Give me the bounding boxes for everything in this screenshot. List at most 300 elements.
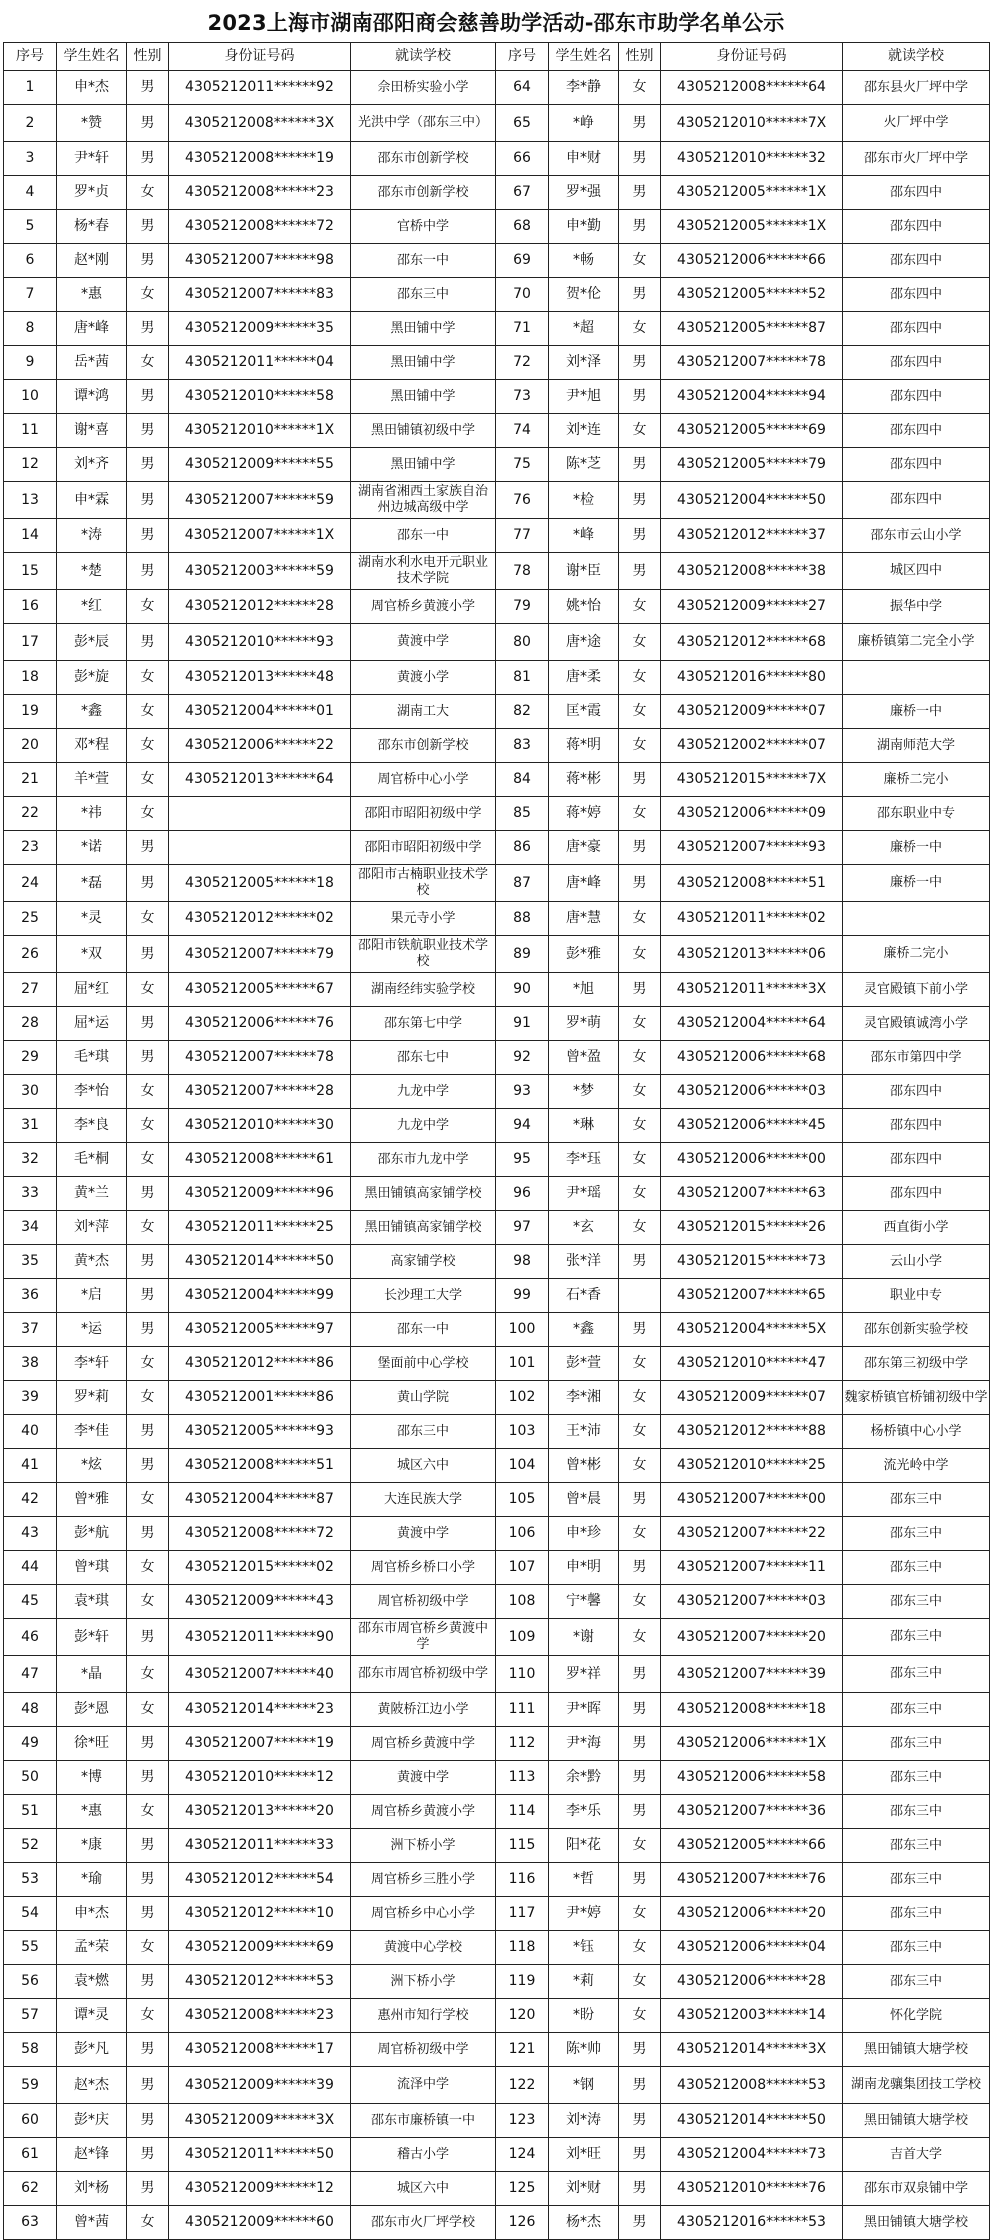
cell-gender: 女	[127, 661, 169, 695]
cell-school: 周官桥乡黄渡小学	[351, 1795, 496, 1829]
cell-gender: 女	[127, 1693, 169, 1727]
cell-id-number-2: 4305212005******69	[661, 414, 843, 448]
cell-id-number: 4305212006******22	[169, 729, 351, 763]
cell-student-name: 邓*程	[57, 729, 127, 763]
cell-id-number: 4305212007******59	[169, 482, 351, 519]
table-row	[4, 1449, 990, 1483]
cell-id-number: 4305212009******69	[169, 1931, 351, 1965]
cell-student-name-2: 尹*海	[549, 1727, 619, 1761]
cell-gender-2: 女	[619, 71, 661, 105]
cell-school-2: 湖南龙骧集团技工学校	[843, 2067, 990, 2104]
cell-index-2: 76	[496, 482, 549, 519]
cell-index: 56	[4, 1965, 57, 1999]
cell-index-2: 113	[496, 1761, 549, 1795]
cell-id-number: 4305212001******86	[169, 1381, 351, 1415]
cell-school: 黄渡小学	[351, 661, 496, 695]
cell-school-2: 邵东职业中专	[843, 797, 990, 831]
table-row	[4, 1177, 990, 1211]
cell-school: 邵东七中	[351, 1041, 496, 1075]
table-row	[4, 1143, 990, 1177]
cell-student-name-2: 陈*帅	[549, 2033, 619, 2067]
table-row	[4, 1075, 990, 1109]
cell-id-number-2: 4305212006******09	[661, 797, 843, 831]
table-row	[4, 2033, 990, 2067]
cell-id-number: 4305212011******50	[169, 2138, 351, 2172]
cell-index-2: 95	[496, 1143, 549, 1177]
cell-index-2: 78	[496, 553, 549, 590]
cell-student-name: 孟*荣	[57, 1931, 127, 1965]
cell-id-number-2: 4305212005******1X	[661, 210, 843, 244]
cell-gender-2: 女	[619, 661, 661, 695]
cell-id-number: 4305212012******53	[169, 1965, 351, 1999]
cell-gender-2: 女	[619, 1931, 661, 1965]
cell-gender: 男	[127, 2067, 169, 2104]
cell-id-number: 4305212010******1X	[169, 414, 351, 448]
cell-gender-2: 男	[619, 1245, 661, 1279]
cell-student-name-2: 匡*霞	[549, 695, 619, 729]
cell-school-2: 邵东市云山小学	[843, 519, 990, 553]
cell-school: 邵东市周官桥初级中学	[351, 1656, 496, 1693]
cell-student-name-2: 申*财	[549, 142, 619, 176]
cell-student-name: *祎	[57, 797, 127, 831]
cell-index-2: 83	[496, 729, 549, 763]
cell-index: 16	[4, 590, 57, 624]
cell-gender-2: 男	[619, 763, 661, 797]
cell-index: 23	[4, 831, 57, 865]
cell-index-2: 94	[496, 1109, 549, 1143]
cell-id-number-2: 4305212008******64	[661, 71, 843, 105]
cell-gender: 男	[127, 71, 169, 105]
cell-gender: 女	[127, 278, 169, 312]
cell-index: 40	[4, 1415, 57, 1449]
cell-school: 长沙理工大学	[351, 1279, 496, 1313]
cell-gender-2: 女	[619, 1965, 661, 1999]
cell-school: 大连民族大学	[351, 1483, 496, 1517]
cell-id-number: 4305212010******30	[169, 1109, 351, 1143]
cell-index: 60	[4, 2104, 57, 2138]
cell-student-name: 申*霖	[57, 482, 127, 519]
cell-school-2: 邵东三中	[843, 1483, 990, 1517]
cell-index-2: 65	[496, 105, 549, 142]
cell-id-number: 4305212009******35	[169, 312, 351, 346]
cell-school-2: 邵东四中	[843, 278, 990, 312]
cell-school-2: 邵东市双泉铺中学	[843, 2172, 990, 2206]
cell-id-number-2: 4305212010******25	[661, 1449, 843, 1483]
cell-id-number: 4305212007******28	[169, 1075, 351, 1109]
cell-index: 48	[4, 1693, 57, 1727]
cell-id-number-2: 4305212012******88	[661, 1415, 843, 1449]
cell-school-2: 黑田铺镇大塘学校	[843, 2033, 990, 2067]
cell-index-2: 105	[496, 1483, 549, 1517]
cell-school-2	[843, 902, 990, 936]
cell-student-name-2: *谢	[549, 1619, 619, 1656]
cell-school: 邵东一中	[351, 519, 496, 553]
cell-gender: 男	[127, 1965, 169, 1999]
cell-gender: 女	[127, 1656, 169, 1693]
cell-id-number-2: 4305212010******47	[661, 1347, 843, 1381]
cell-id-number-2: 4305212004******94	[661, 380, 843, 414]
cell-id-number	[169, 831, 351, 865]
cell-index: 33	[4, 1177, 57, 1211]
table-row	[4, 624, 990, 661]
cell-student-name-2: *旭	[549, 973, 619, 1007]
cell-student-name: *涛	[57, 519, 127, 553]
table-row	[4, 1863, 990, 1897]
cell-id-number: 4305212008******72	[169, 210, 351, 244]
cell-student-name: 彭*轩	[57, 1619, 127, 1656]
cell-id-number-2: 4305212004******64	[661, 1007, 843, 1041]
cell-id-number-2: 4305212007******03	[661, 1585, 843, 1619]
cell-gender-2: 女	[619, 1381, 661, 1415]
cell-index: 51	[4, 1795, 57, 1829]
cell-index: 38	[4, 1347, 57, 1381]
cell-gender: 男	[127, 448, 169, 482]
cell-gender: 女	[127, 1075, 169, 1109]
cell-school: 邵东三中	[351, 1415, 496, 1449]
cell-gender-2: 男	[619, 1795, 661, 1829]
cell-gender: 女	[127, 763, 169, 797]
cell-id-number-2: 4305212007******76	[661, 1863, 843, 1897]
cell-index: 58	[4, 2033, 57, 2067]
cell-school-2: 邵东三中	[843, 1829, 990, 1863]
cell-student-name: 李*良	[57, 1109, 127, 1143]
table-row	[4, 1965, 990, 1999]
cell-id-number-2: 4305212015******26	[661, 1211, 843, 1245]
cell-school: 光洪中学（邵东三中）	[351, 105, 496, 142]
table-row	[4, 1211, 990, 1245]
cell-id-number-2: 4305212015******7X	[661, 763, 843, 797]
cell-id-number: 4305212009******43	[169, 1585, 351, 1619]
cell-school-2: 邵东三中	[843, 1727, 990, 1761]
cell-index: 29	[4, 1041, 57, 1075]
cell-student-name-2: 刘*旺	[549, 2138, 619, 2172]
cell-id-number: 4305212010******58	[169, 380, 351, 414]
cell-student-name-2: 阳*花	[549, 1829, 619, 1863]
cell-gender-2: 女	[619, 1143, 661, 1177]
cell-school: 邵东市创新学校	[351, 729, 496, 763]
cell-index-2: 79	[496, 590, 549, 624]
cell-id-number-2: 4305212009******07	[661, 1381, 843, 1415]
cell-id-number-2: 4305212005******79	[661, 448, 843, 482]
cell-id-number: 4305212009******60	[169, 2206, 351, 2240]
cell-index: 49	[4, 1727, 57, 1761]
cell-school-2: 廉桥一中	[843, 865, 990, 902]
cell-school-2: 邵东三中	[843, 1931, 990, 1965]
table-row	[4, 973, 990, 1007]
cell-index-2: 110	[496, 1656, 549, 1693]
cell-id-number-2: 4305212010******76	[661, 2172, 843, 2206]
cell-gender: 女	[127, 176, 169, 210]
cell-school: 湖南工大	[351, 695, 496, 729]
cell-gender-2: 男	[619, 1656, 661, 1693]
cell-student-name: 申*杰	[57, 71, 127, 105]
cell-index: 8	[4, 312, 57, 346]
col-header-id-2: 身份证号码	[661, 43, 843, 71]
cell-student-name: 彭*旋	[57, 661, 127, 695]
cell-student-name: *炫	[57, 1449, 127, 1483]
student-list-table	[3, 42, 990, 2240]
table-row	[4, 176, 990, 210]
cell-id-number-2: 4305212006******04	[661, 1931, 843, 1965]
cell-student-name: *惠	[57, 278, 127, 312]
table-row	[4, 312, 990, 346]
cell-gender: 男	[127, 1177, 169, 1211]
cell-index-2: 86	[496, 831, 549, 865]
col-header-index: 序号	[4, 43, 57, 71]
cell-student-name: 罗*贞	[57, 176, 127, 210]
table-row	[4, 865, 990, 902]
cell-gender: 男	[127, 936, 169, 973]
cell-index-2: 114	[496, 1795, 549, 1829]
cell-index-2: 98	[496, 1245, 549, 1279]
cell-gender: 男	[127, 1313, 169, 1347]
cell-student-name-2: 蒋*明	[549, 729, 619, 763]
cell-id-number: 4305212007******98	[169, 244, 351, 278]
cell-student-name: 彭*航	[57, 1517, 127, 1551]
cell-gender: 男	[127, 1619, 169, 1656]
cell-id-number-2: 4305212007******65	[661, 1279, 843, 1313]
cell-school: 邵东第七中学	[351, 1007, 496, 1041]
cell-id-number-2: 4305212006******00	[661, 1143, 843, 1177]
cell-gender-2: 男	[619, 380, 661, 414]
cell-school: 稽古小学	[351, 2138, 496, 2172]
cell-id-number-2: 4305212006******1X	[661, 1727, 843, 1761]
cell-id-number: 4305212009******12	[169, 2172, 351, 2206]
cell-school-2: 邵东三中	[843, 1863, 990, 1897]
cell-gender: 男	[127, 2172, 169, 2206]
cell-student-name-2: 杨*杰	[549, 2206, 619, 2240]
cell-school: 周官桥乡三胜小学	[351, 1863, 496, 1897]
cell-id-number: 4305212012******10	[169, 1897, 351, 1931]
cell-school: 邵阳市古楠职业技术学校	[351, 865, 496, 902]
cell-index-2: 70	[496, 278, 549, 312]
cell-school: 邵东市周官桥乡黄渡中学	[351, 1619, 496, 1656]
cell-student-name-2: *峥	[549, 105, 619, 142]
cell-id-number: 4305212013******64	[169, 763, 351, 797]
cell-student-name-2: 罗*祥	[549, 1656, 619, 1693]
cell-gender: 女	[127, 1211, 169, 1245]
cell-index-2: 121	[496, 2033, 549, 2067]
cell-gender-2: 男	[619, 2067, 661, 2104]
cell-id-number-2: 4305212015******73	[661, 1245, 843, 1279]
cell-index: 37	[4, 1313, 57, 1347]
cell-id-number: 4305212012******54	[169, 1863, 351, 1897]
cell-student-name-2: 尹*晖	[549, 1693, 619, 1727]
cell-index: 6	[4, 244, 57, 278]
table-row	[4, 2104, 990, 2138]
cell-index: 20	[4, 729, 57, 763]
cell-gender: 男	[127, 865, 169, 902]
cell-school: 周官桥初级中学	[351, 2033, 496, 2067]
cell-school: 邵东一中	[351, 1313, 496, 1347]
cell-student-name: 谢*喜	[57, 414, 127, 448]
cell-id-number: 4305212004******99	[169, 1279, 351, 1313]
cell-gender: 男	[127, 380, 169, 414]
cell-id-number: 4305212008******23	[169, 1999, 351, 2033]
cell-gender: 女	[127, 1143, 169, 1177]
cell-id-number	[169, 797, 351, 831]
cell-student-name: *赞	[57, 105, 127, 142]
cell-id-number-2: 4305212006******20	[661, 1897, 843, 1931]
cell-index-2: 119	[496, 1965, 549, 1999]
cell-index: 3	[4, 142, 57, 176]
cell-id-number-2: 4305212010******32	[661, 142, 843, 176]
cell-id-number-2: 4305212014******50	[661, 2104, 843, 2138]
cell-student-name: 刘*齐	[57, 448, 127, 482]
cell-gender-2: 女	[619, 1075, 661, 1109]
cell-index: 62	[4, 2172, 57, 2206]
cell-gender-2: 男	[619, 553, 661, 590]
cell-id-number-2: 4305212011******3X	[661, 973, 843, 1007]
cell-index-2: 89	[496, 936, 549, 973]
cell-index-2: 115	[496, 1829, 549, 1863]
cell-school: 城区六中	[351, 1449, 496, 1483]
cell-school: 周官桥乡黄渡中学	[351, 1727, 496, 1761]
cell-school: 城区六中	[351, 2172, 496, 2206]
cell-gender-2: 女	[619, 1177, 661, 1211]
cell-student-name: 徐*旺	[57, 1727, 127, 1761]
cell-student-name: *惠	[57, 1795, 127, 1829]
cell-gender-2: 男	[619, 831, 661, 865]
cell-student-name-2: *玄	[549, 1211, 619, 1245]
cell-student-name: 岳*茜	[57, 346, 127, 380]
cell-index: 15	[4, 553, 57, 590]
cell-gender-2: 男	[619, 1483, 661, 1517]
cell-index-2: 71	[496, 312, 549, 346]
cell-school-2: 魏家桥镇官桥铺初级中学	[843, 1381, 990, 1415]
cell-school-2: 邵东四中	[843, 380, 990, 414]
cell-student-name-2: 罗*萌	[549, 1007, 619, 1041]
cell-id-number: 4305212011******25	[169, 1211, 351, 1245]
cell-index: 14	[4, 519, 57, 553]
cell-school-2: 城区四中	[843, 553, 990, 590]
cell-gender: 女	[127, 729, 169, 763]
cell-gender: 男	[127, 482, 169, 519]
cell-index: 17	[4, 624, 57, 661]
cell-id-number: 4305212008******23	[169, 176, 351, 210]
cell-gender-2: 男	[619, 1551, 661, 1585]
cell-index: 36	[4, 1279, 57, 1313]
table-row	[4, 1829, 990, 1863]
cell-index: 31	[4, 1109, 57, 1143]
table-row	[4, 661, 990, 695]
cell-gender: 女	[127, 1347, 169, 1381]
table-row	[4, 936, 990, 973]
cell-school-2: 邵东四中	[843, 1075, 990, 1109]
cell-index-2: 88	[496, 902, 549, 936]
table-row	[4, 244, 990, 278]
cell-id-number: 4305212008******17	[169, 2033, 351, 2067]
cell-school-2: 邵东三中	[843, 1693, 990, 1727]
cell-id-number: 4305212009******3X	[169, 2104, 351, 2138]
cell-student-name: 彭*凡	[57, 2033, 127, 2067]
cell-student-name-2: 张*洋	[549, 1245, 619, 1279]
cell-gender: 男	[127, 105, 169, 142]
cell-id-number-2: 4305212008******53	[661, 2067, 843, 2104]
cell-id-number: 4305212011******92	[169, 71, 351, 105]
cell-index-2: 96	[496, 1177, 549, 1211]
cell-school-2: 邵东四中	[843, 176, 990, 210]
cell-gender-2: 女	[619, 902, 661, 936]
cell-gender: 男	[127, 1415, 169, 1449]
cell-id-number: 4305212010******93	[169, 624, 351, 661]
page-title: 2023上海市湖南邵阳商会慈善助学活动-邵东市助学名单公示	[207, 11, 785, 35]
cell-student-name-2: 刘*财	[549, 2172, 619, 2206]
cell-student-name-2: 蒋*彬	[549, 763, 619, 797]
cell-index-2: 99	[496, 1279, 549, 1313]
table-row	[4, 1347, 990, 1381]
cell-id-number-2: 4305212007******78	[661, 346, 843, 380]
cell-id-number-2: 4305212007******39	[661, 1656, 843, 1693]
table-row	[4, 1931, 990, 1965]
table-row	[4, 71, 990, 105]
table-row	[4, 1727, 990, 1761]
cell-id-number-2: 4305212009******27	[661, 590, 843, 624]
cell-school: 流泽中学	[351, 2067, 496, 2104]
cell-index: 41	[4, 1449, 57, 1483]
cell-student-name-2: 余*黔	[549, 1761, 619, 1795]
cell-student-name: *双	[57, 936, 127, 973]
cell-index: 46	[4, 1619, 57, 1656]
cell-gender: 女	[127, 1585, 169, 1619]
cell-index-2: 64	[496, 71, 549, 105]
cell-student-name-2: 曾*彬	[549, 1449, 619, 1483]
cell-student-name-2: 刘*连	[549, 414, 619, 448]
cell-student-name-2: *峰	[549, 519, 619, 553]
cell-index-2: 97	[496, 1211, 549, 1245]
cell-student-name-2: *琳	[549, 1109, 619, 1143]
cell-id-number-2: 4305212008******51	[661, 865, 843, 902]
cell-index-2: 106	[496, 1517, 549, 1551]
cell-id-number: 4305212011******04	[169, 346, 351, 380]
cell-student-name-2: 唐*峰	[549, 865, 619, 902]
table-row	[4, 1897, 990, 1931]
cell-id-number-2: 4305212009******07	[661, 695, 843, 729]
cell-student-name: 刘*萍	[57, 1211, 127, 1245]
cell-student-name: *红	[57, 590, 127, 624]
cell-gender-2: 男	[619, 1313, 661, 1347]
cell-index: 19	[4, 695, 57, 729]
cell-school: 邵东市创新学校	[351, 176, 496, 210]
cell-gender-2: 男	[619, 2172, 661, 2206]
cell-gender-2: 女	[619, 1619, 661, 1656]
cell-student-name-2: *梦	[549, 1075, 619, 1109]
cell-id-number-2: 4305212007******00	[661, 1483, 843, 1517]
cell-student-name: *磊	[57, 865, 127, 902]
cell-id-number-2: 4305212006******66	[661, 244, 843, 278]
table-row	[4, 1109, 990, 1143]
cell-student-name: 李*轩	[57, 1347, 127, 1381]
cell-gender-2: 男	[619, 448, 661, 482]
cell-index-2: 90	[496, 973, 549, 1007]
table-row	[4, 763, 990, 797]
cell-index: 50	[4, 1761, 57, 1795]
table-row	[4, 1415, 990, 1449]
cell-school: 周官桥乡中心小学	[351, 1897, 496, 1931]
cell-id-number: 4305212005******67	[169, 973, 351, 1007]
cell-school-2: 邵东三中	[843, 1656, 990, 1693]
cell-school-2: 邵东三中	[843, 1897, 990, 1931]
cell-gender-2: 男	[619, 973, 661, 1007]
cell-gender-2: 男	[619, 1863, 661, 1897]
cell-student-name-2: *哲	[549, 1863, 619, 1897]
cell-school: 邵阳市昭阳初级中学	[351, 831, 496, 865]
cell-school-2: 邵东四中	[843, 244, 990, 278]
cell-index: 45	[4, 1585, 57, 1619]
table-row	[4, 1693, 990, 1727]
cell-student-name-2: 李*静	[549, 71, 619, 105]
cell-school-2: 邵东三中	[843, 1761, 990, 1795]
